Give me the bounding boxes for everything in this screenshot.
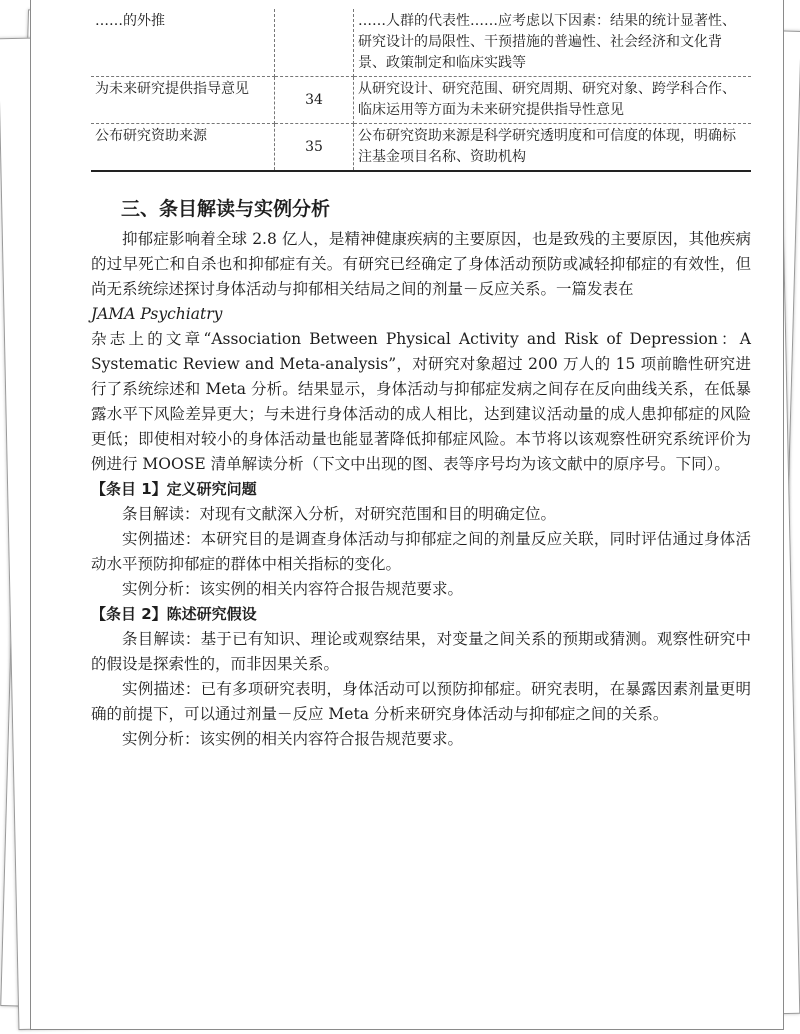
description-cell: 从研究设计、研究范围、研究周期、研究对象、跨学科合作、临床运用等方面为未来研究提供指导性意见 [354,77,752,124]
item-heading: 【条目 2】陈述研究假设 [91,605,257,623]
intro-paragraph [91,227,751,477]
item-line: 实例分析：该实例的相关内容符合报告规范要求。 [122,580,464,598]
item-heading: 【条目 1】定义研究问题 [91,480,257,498]
number-cell: 34 [275,77,354,124]
item-cell: 公布研究资助来源 [91,124,275,172]
item-line: 实例描述：已有多项研究表明，身体活动可以预防抑郁症。研究表明，在暴露因素剂量更明确的前提下，可以通过剂量－反应 Meta 分析来研究身体活动与抑郁症之间的关系。 [91,680,751,723]
section-title: 三、条目解读与实例分析 [121,198,331,220]
item-line: 实例分析：该实例的相关内容符合报告规范要求。 [122,730,464,748]
intro-text: 抑郁症影响着全球 2.8 亿人，是精神健康疾病的主要原因，也是致残的主要原因，其他疾病的过早死亡和自杀也和抑郁症有关。有研究已经确定了身体活动预防或减轻抑郁症的有效性，但尚无系统综述探讨身体活动与抑郁相关结局之间的剂量－反应关系。一篇发表在 [91,230,751,298]
intro-text: 杂志上的文章“Association Between Physical Activity and Risk of Depression：A Systematic Review and Meta-analysis”，对研究对象超过 200 万人的 15 项前瞻性研究进行了系统综述和 Meta 分析。结果显示，身体活动与抑郁症发病之间存在反向曲线关系，在低暴露水平下风险差异更大；与未进行身体活动的成人相比，达到建议活动量的成人患抑郁症的风险更低；即使相对较小的身体活动量也能显著降低抑郁症风险。本节将以该观察性研究系统评价为例进行 MOOSE 清单解读分析（下文中出现的图、表等序号均为该文献中的原序号。下同）。 [91,330,751,473]
item-line: 条目解读：基于已有知识、理论或观察结果，对变量之间关系的预期或猜测。观察性研究中的假设是探索性的，而非因果关系。 [91,630,751,673]
item-line: 条目解读：对现有文献深入分析，对研究范围和目的明确定位。 [122,505,557,523]
description-cell: 公布研究资助来源是科学研究透明度和可信度的体现，明确标注基金项目名称、资助机构 [354,124,752,172]
item-line: 实例描述：本研究目的是调查身体活动与抑郁症之间的剂量反应关联，同时评估通过身体活动水平预防抑郁症的群体中相关指标的变化。 [91,530,751,573]
item-cell: 为未来研究提供指导意见 [91,77,275,124]
journal-name: JAMA Psychiatry [91,305,223,323]
checklist-table [91,9,751,172]
table-row [91,9,751,77]
book-page [30,0,784,1030]
number-cell [275,9,354,77]
table-row [91,77,751,124]
table-row [91,124,751,172]
number-cell: 35 [275,124,354,172]
description-cell: ……人群的代表性……应考虑以下因素：结果的统计显著性、研究设计的局限性、干预措施的普遍性、社会经济和文化背景、政策制定和临床实践等 [354,9,752,77]
item-cell: ……的外推 [91,9,275,77]
